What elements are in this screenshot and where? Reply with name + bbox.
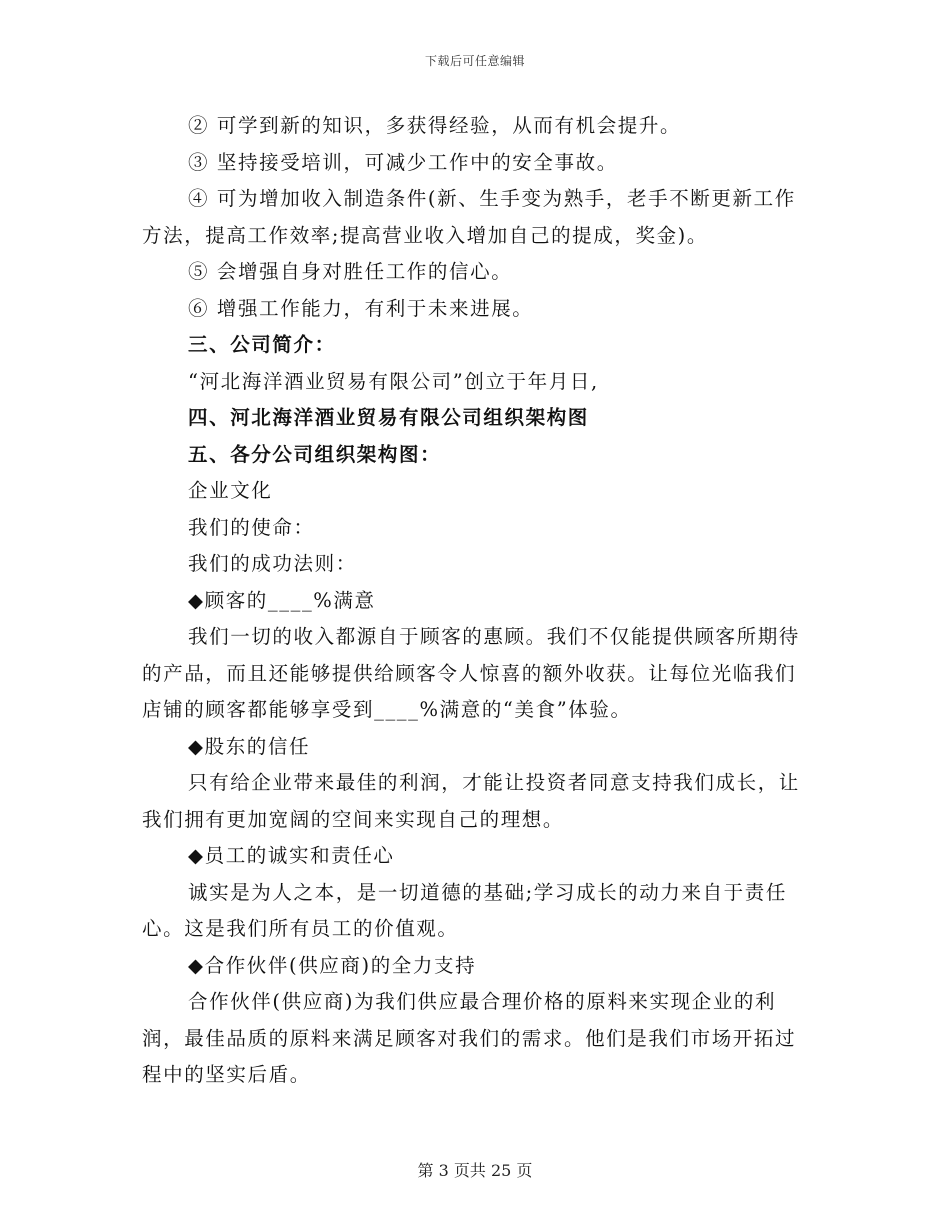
- section-heading: 四、河北海洋酒业贸易有限公司组织架构图: [188, 406, 589, 429]
- bullet-heading: ◆员工的诚实和责任心: [188, 844, 395, 867]
- paragraph: ⑥ 增强工作能力，有利于未来进展。: [188, 296, 534, 320]
- paragraph: 只有给企业带来最佳的利润，才能让投资者同意支持我们成长，让我们拥有更加宽阔的空间来实现自己的理想。: [142, 771, 800, 831]
- paragraph: ② 可学到新的知识，多获得经验，从而有机会提升。: [188, 114, 682, 137]
- bullet-heading: ◆顾客的____%满意: [188, 588, 376, 612]
- paragraph: ④ 可为增加收入制造条件(新、生手变为熟手，老手不断更新工作方法，提高工作效率;提高营业收入增加自己的提成，奖金)。: [142, 187, 796, 247]
- paragraph: 合作伙伴(供应商)为我们供应最合理价格的原料来实现企业的利润，最佳品质的原料来满足顾客对我们的需求。他们是我们市场开拓过程中的坚实后盾。: [142, 990, 797, 1086]
- paragraph: ⑤ 会增强自身对胜任工作的信心。: [188, 260, 513, 283]
- paragraph: ③ 坚持接受培训，可减少工作中的安全事故。: [188, 150, 618, 174]
- paragraph: 我们一切的收入都源自于顾客的惠顾。我们不仅能提供顾客所期待的产品，而且还能够提供给顾客令人惊喜的额外收获。让每位光临我们店铺的顾客都能够享受到____%满意的“美食”体验。: [142, 625, 800, 721]
- section-heading: 三、公司简介：: [188, 333, 336, 356]
- paragraph: 企业文化: [188, 479, 273, 502]
- section-heading: 五、各分公司组织架构图：: [188, 442, 442, 466]
- paragraph: “河北海洋酒业贸易有限公司”创立于年月日,: [188, 369, 599, 393]
- bullet-heading: ◆合作伙伴(供应商)的全力支持: [188, 953, 477, 977]
- bullet-heading: ◆股东的信任: [188, 734, 311, 758]
- paragraph: 诚实是为人之本，是一切道德的基础;学习成长的动力来自于责任心。这是我们所有员工的价值观。: [142, 880, 787, 940]
- page-header: 下载后可任意编辑: [424, 54, 525, 68]
- document-body: [142, 108, 812, 1094]
- paragraph: 我们的成功法则：: [188, 552, 357, 575]
- paragraph: 我们的使命：: [188, 515, 315, 539]
- page-number-footer: 第 3 页共 25 页: [417, 1161, 533, 1180]
